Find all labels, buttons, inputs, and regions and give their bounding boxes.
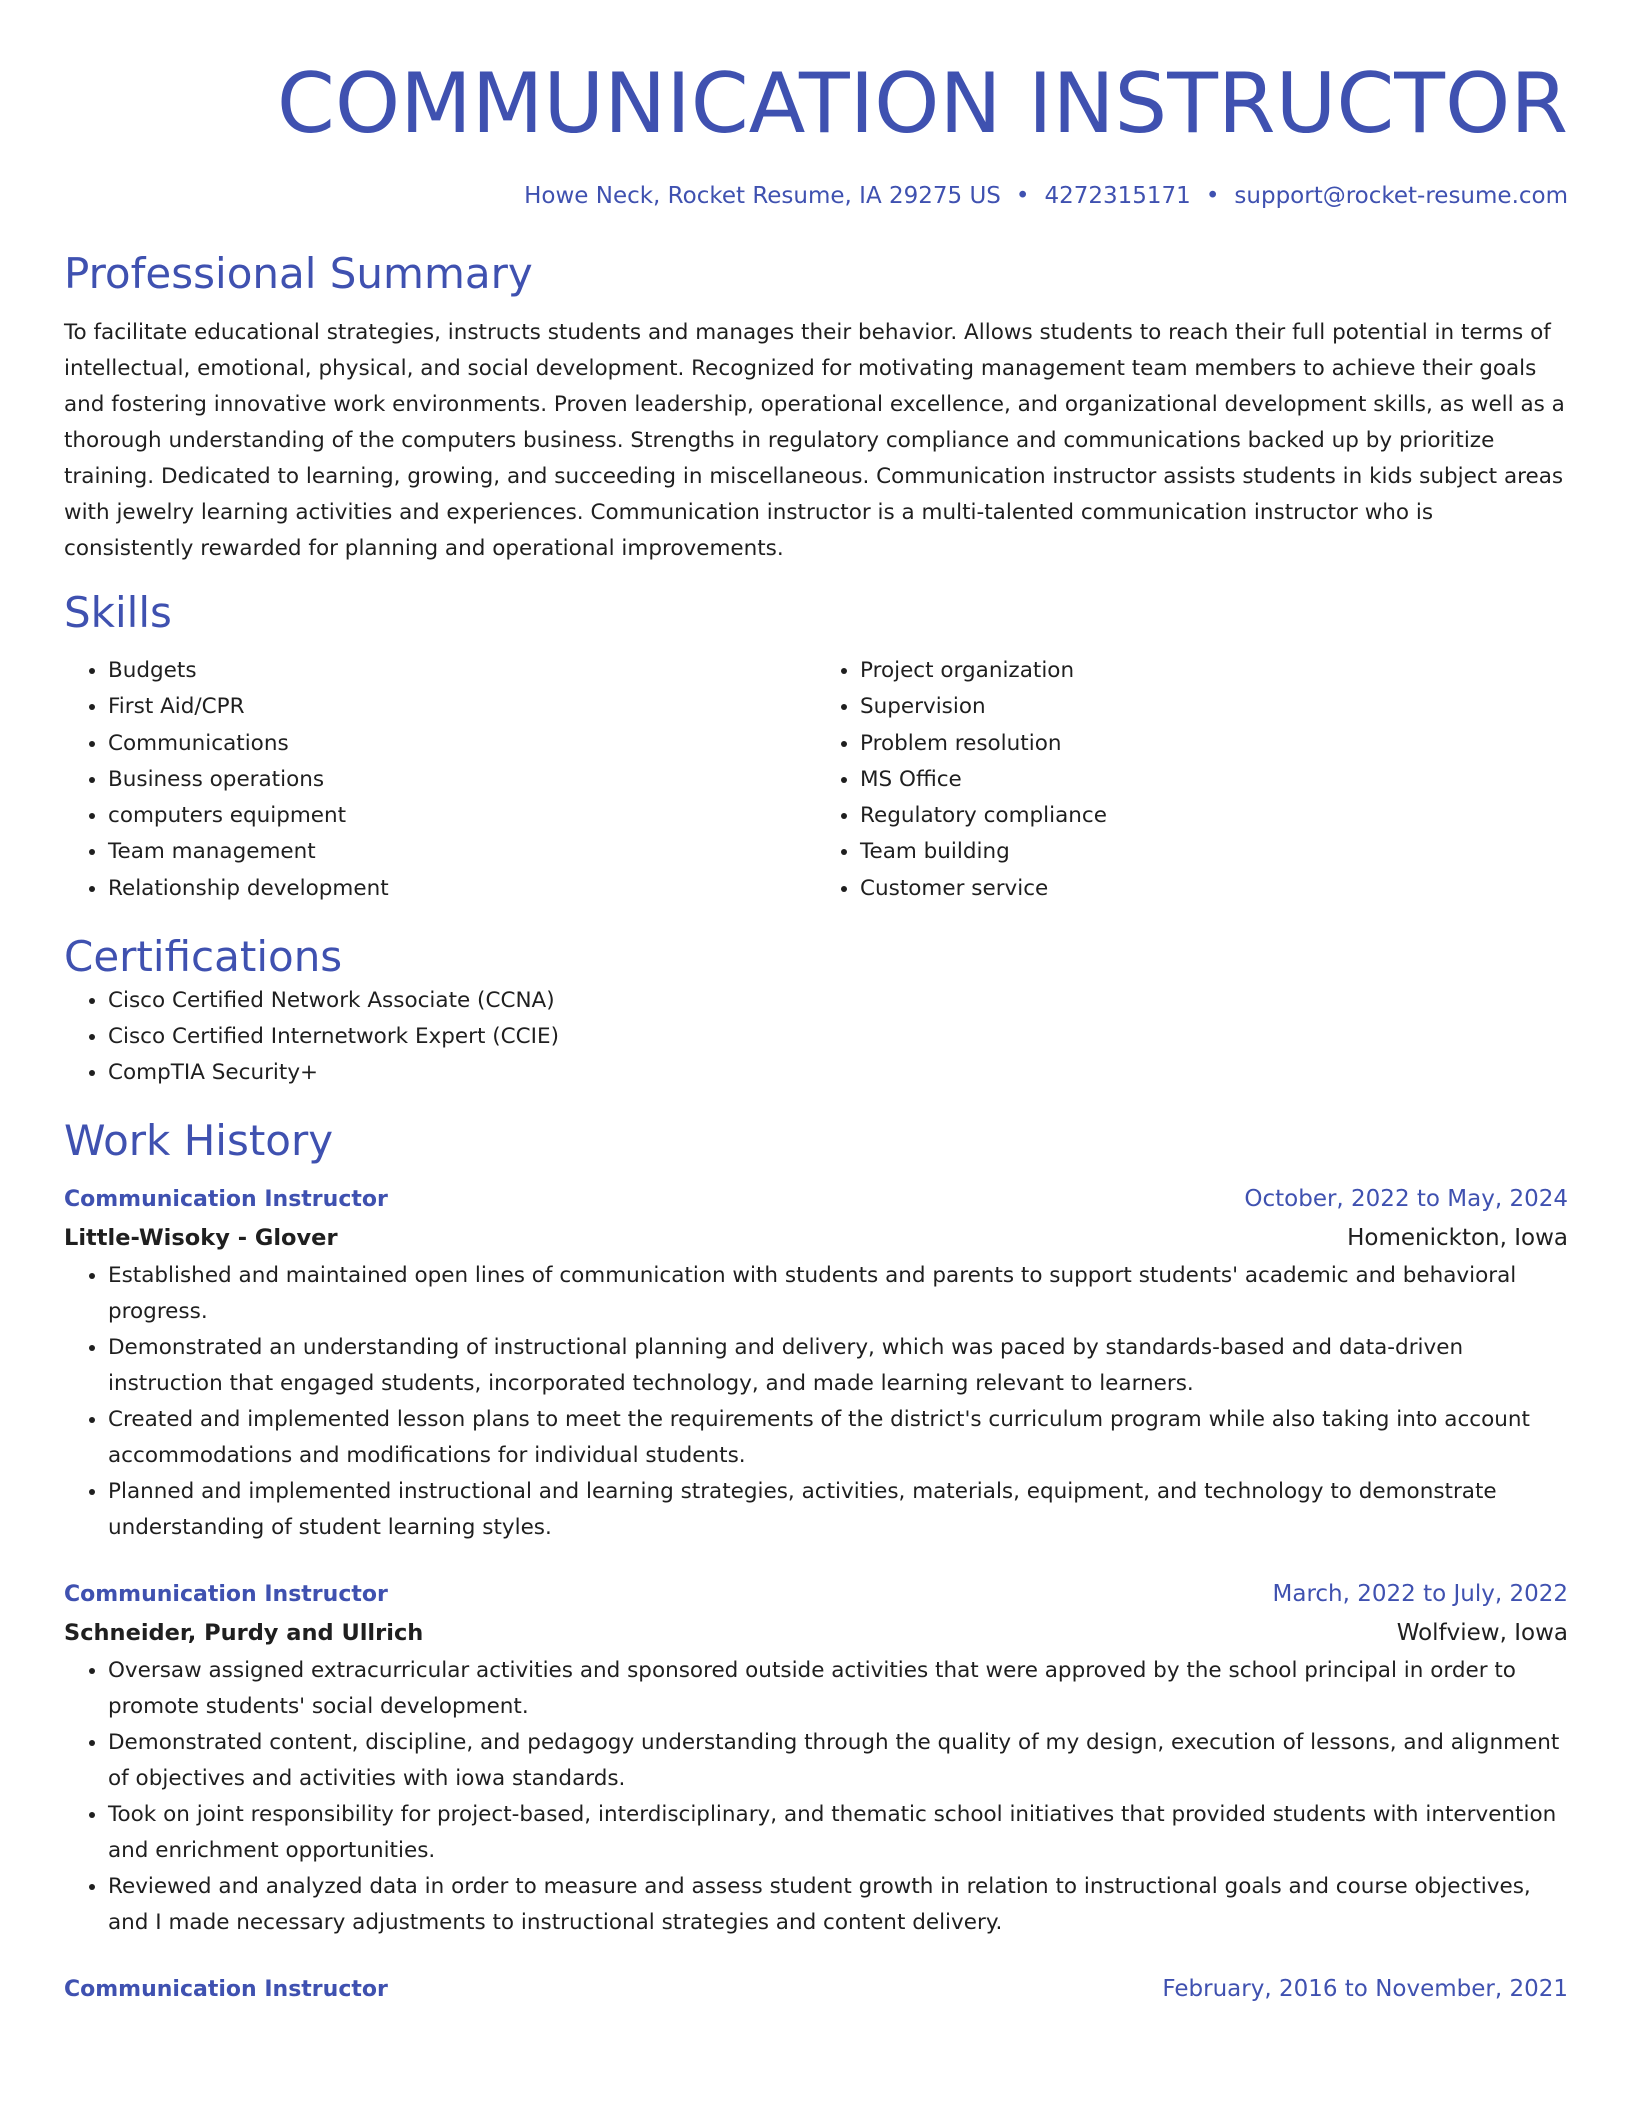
job-title: Communication Instructor [64,1582,388,1608]
job-title-row [64,1971,1568,2008]
job-title: Communication Instructor [64,1977,388,2003]
job-company-row [64,1218,1568,1258]
job-entry [64,1576,1568,1941]
summary-heading: Professional Summary [64,249,533,298]
skill-item: • Team management [108,834,816,870]
job-bullet: • Created and implemented lesson plans to meet the requirements of the district's curriculum program while also taking into account accommodations and modifications for individual students. [108,1402,1568,1474]
skill-item: • MS Office [860,762,1568,798]
skill-item: • Communications [108,726,816,762]
skill-item: • Team building [860,834,1568,870]
job-bullet: • Reviewed and analyzed data in order to measure and assess student growth in relation to instructional goals and course objectives, and I made necessary adjustments to instructional strategies and content delivery. [108,1869,1568,1941]
contact-separator: • [1205,183,1220,209]
skill-item: • Customer service [860,871,1568,907]
job-bullet: • Demonstrated an understanding of instructional planning and delivery, which was paced by standards-based and data-driven instruction that engaged students, incorporated technology, and made learning relevant to learners. [108,1330,1568,1402]
job-dates: March, 2022 to July, 2022 [1272,1581,1568,1608]
skills-list-right [816,653,1568,907]
job-bullet: • Oversaw assigned extracurricular activities and sponsored outside activities that were approved by the school principal in order to promote students' social development. [108,1653,1568,1725]
summary-text: To facilitate educational strategies, instructs students and manages their behavior. Allows students to reach their full potential in terms of intellectual, emotional, physical, and social development. Recognized for motivating management team members to achieve their goals and fostering innovative work environments. Proven leadership, operational excellence, and organizational development skills, as well as a thorough understanding of the computers business. Strengths in regulatory compliance and communications backed up by prioritize training. Dedicated to learning, growing, and succeeding in miscellaneous. Communication instructor assists students in kids subject areas with jewelry learning activities and experiences. Communication instructor is a multi-talented communication instructor who is consistently rewarded for planning and operational improvements. [64,320,1565,561]
job-dates: October, 2022 to May, 2024 [1244,1186,1568,1213]
job-bullets [64,1258,1568,1546]
job-company: Little-Wisoky - Glover [64,1225,338,1252]
skill-item: • computers equipment [108,798,816,834]
job-bullet: • Established and maintained open lines of communication with students and parents to support students' academic and behavioral progress. [108,1258,1568,1330]
contact-address: Howe Neck, Rocket Resume, IA 29275 US [524,183,1001,209]
job-dates: February, 2016 to November, 2021 [1162,1976,1568,2003]
skill-item: • Problem resolution [860,726,1568,762]
skill-item: • First Aid/CPR [108,689,816,725]
job-entry [64,1181,1568,1546]
certification-item: • Cisco Certified Internetwork Expert (CCIE) [108,1019,1568,1055]
contact-phone: 4272315171 [1044,183,1191,209]
job-company: Schneider, Purdy and Ullrich [64,1620,424,1647]
certifications-list [64,983,1568,1091]
job-bullets [64,1653,1568,1941]
skills-columns [64,653,1568,907]
skill-item: • Relationship development [108,871,816,907]
job-location: Wolfview, Iowa [1396,1620,1568,1647]
skill-item: • Business operations [108,762,816,798]
skills-heading: Skills [64,588,172,637]
resume-title: COMMUNICATION INSTRUCTOR [276,55,1568,152]
contact-separator: • [1015,183,1030,209]
skill-item: • Project organization [860,653,1568,689]
skill-item: • Supervision [860,689,1568,725]
job-title-row [64,1576,1568,1613]
work-history-heading: Work History [64,1116,334,1166]
job-title: Communication Instructor [64,1187,388,1213]
job-bullet: • Planned and implemented instructional and learning strategies, activities, materials, equipment, and technology to demonstrate understanding of student learning styles. [108,1474,1568,1546]
job-title-row [64,1181,1568,1218]
job-bullet: • Took on joint responsibility for project-based, interdisciplinary, and thematic school initiatives that provided students with intervention and enrichment opportunities. [108,1797,1568,1869]
skill-item: • Regulatory compliance [860,798,1568,834]
contact-line [64,180,1568,212]
contact-email[interactable]: support@rocket-resume.com [1234,183,1568,209]
certification-item: • CompTIA Security+ [108,1055,1568,1091]
job-company-row [64,1613,1568,1653]
certification-item: • Cisco Certified Network Associate (CCNA) [108,983,1568,1019]
job-entry [64,1971,1568,2008]
skills-list-left [64,653,816,907]
certifications-heading: Certifications [64,932,343,982]
job-bullet: • Demonstrated content, discipline, and pedagogy understanding through the quality of my design, execution of lessons, and alignment of objectives and activities with iowa standards. [108,1725,1568,1797]
skill-item: • Budgets [108,653,816,689]
job-location: Homenickton, Iowa [1347,1225,1568,1252]
